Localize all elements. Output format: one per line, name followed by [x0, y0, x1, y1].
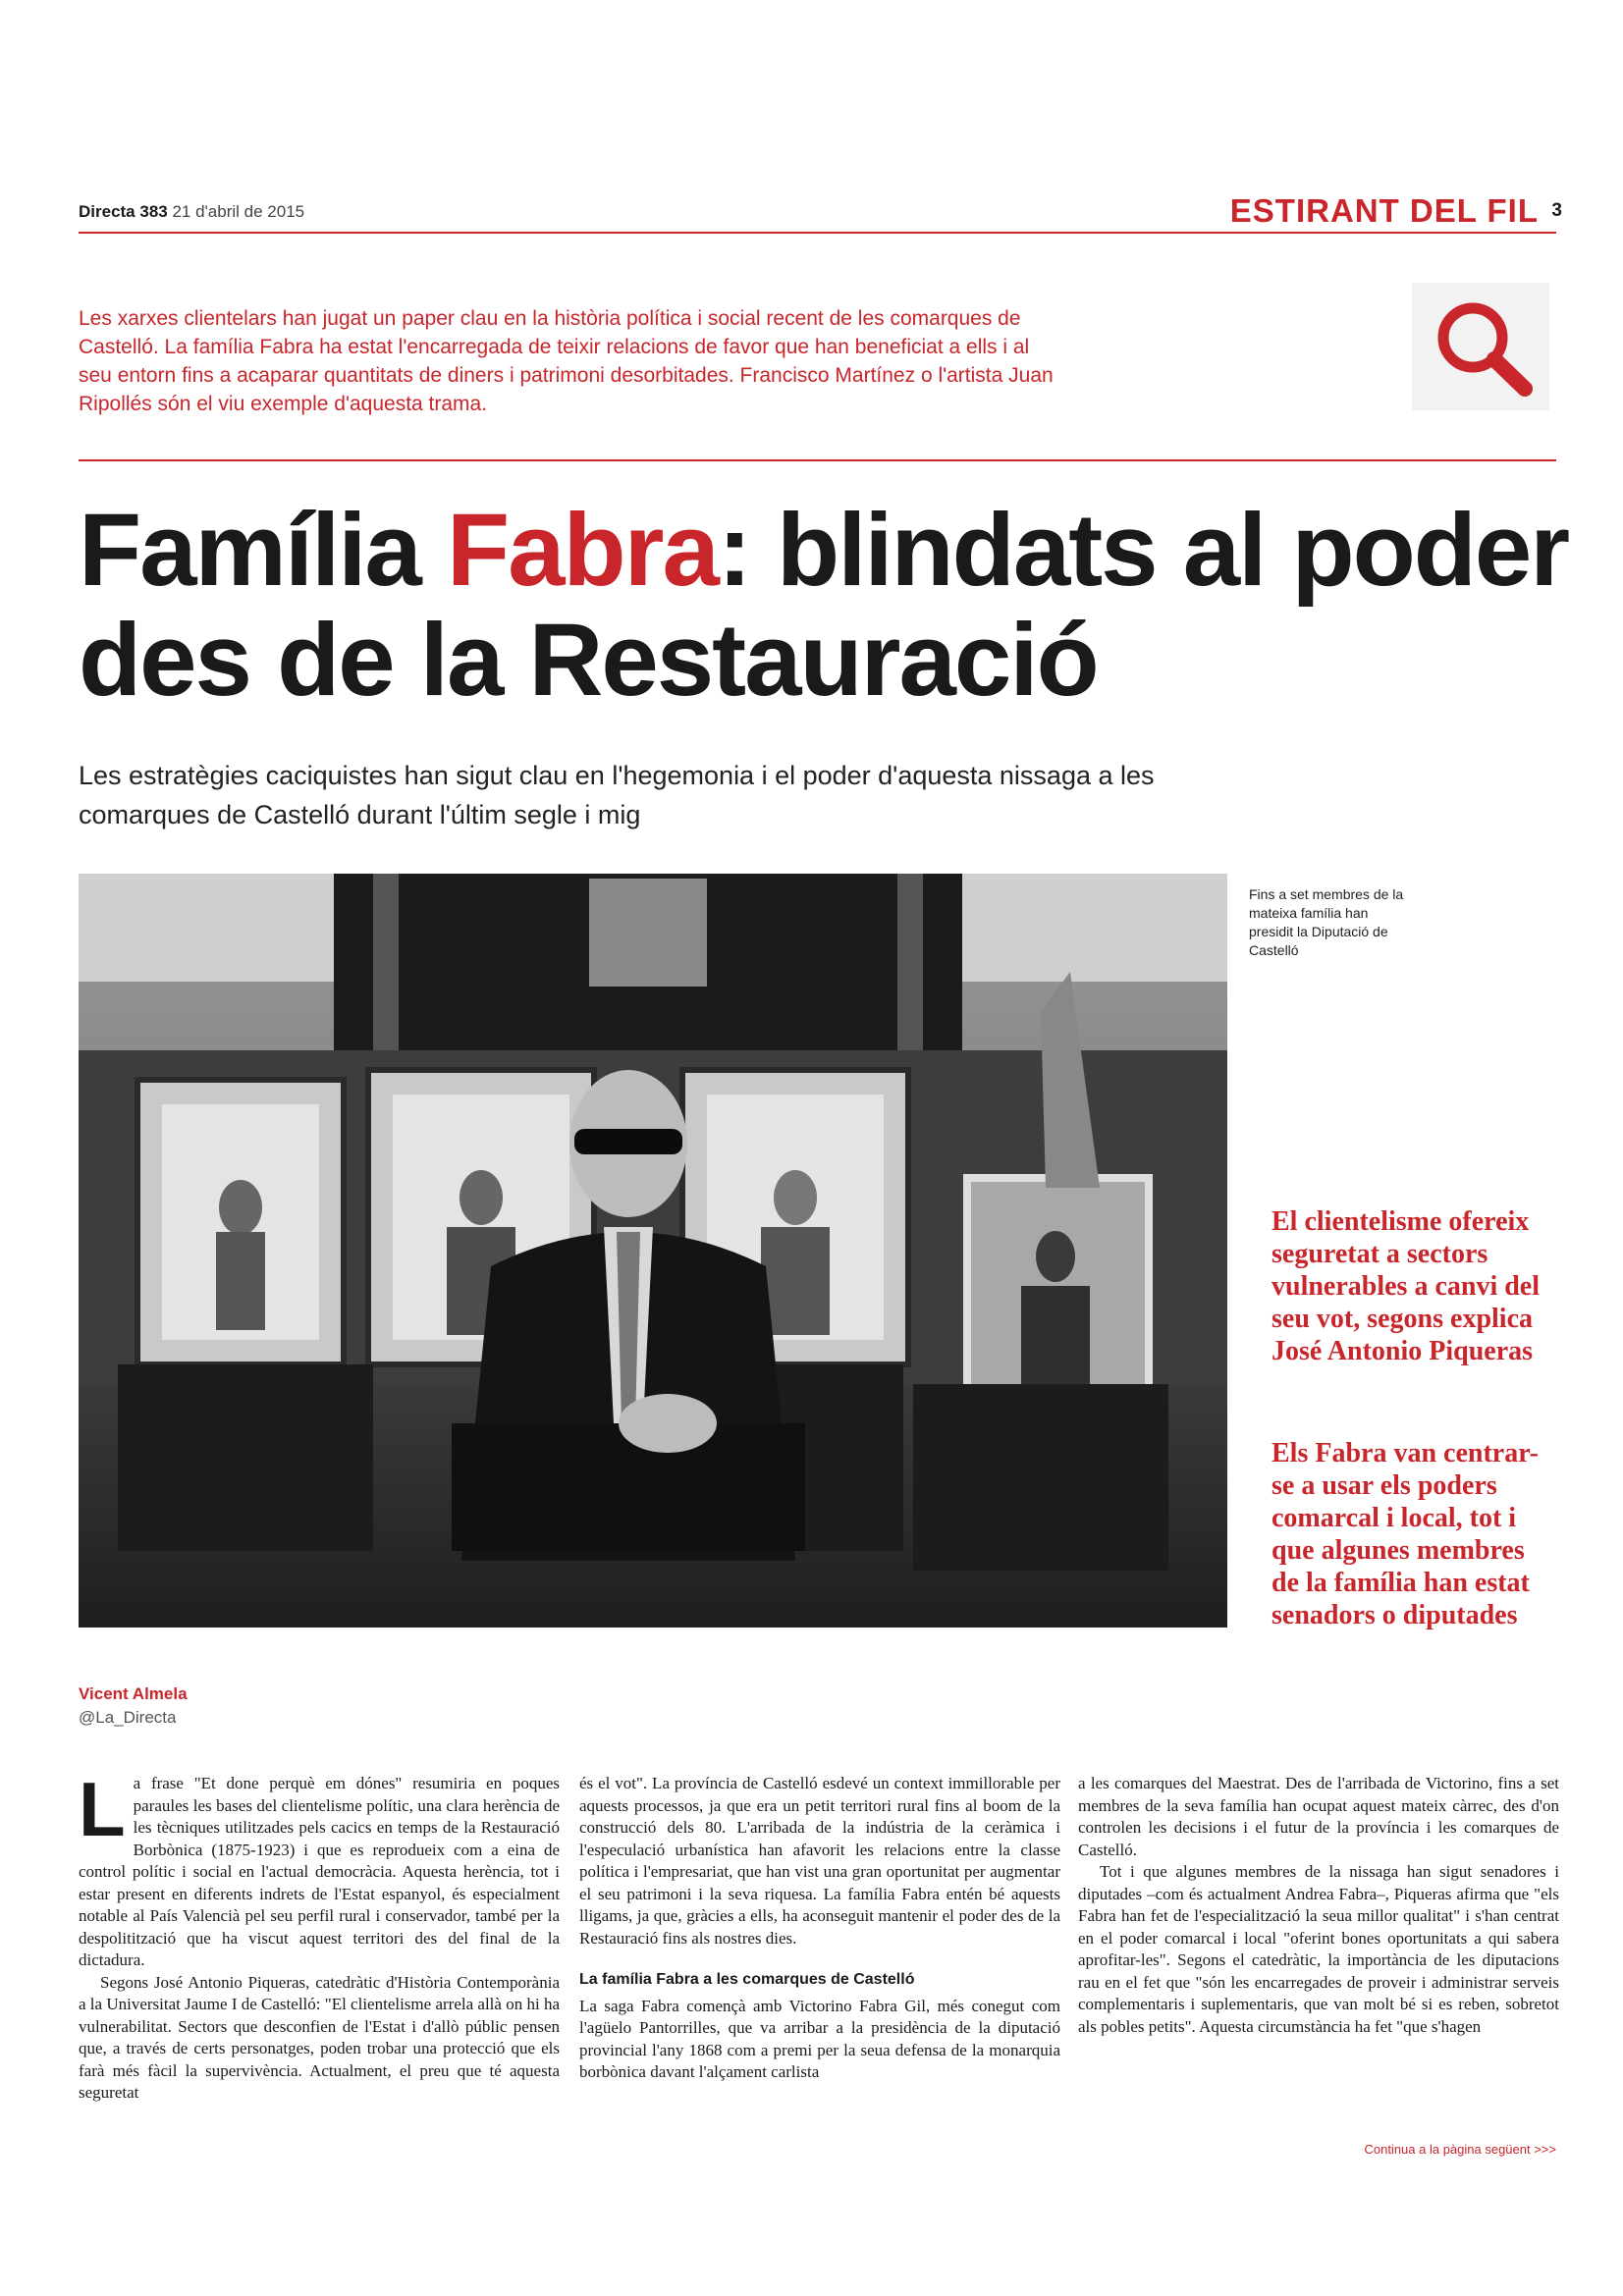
publication-info — [79, 202, 304, 222]
col2-paragraph-1: és el vot". La província de Castelló esdevé un context immillorable per aquests processos, ja que era un petit territori rural fins al boom de la construcció dels 80. L'arribada de la indústria de la ceràmica i l'especulació urbanística han afavorit les relacions entre la classe política i l'empresariat, que han vist una gran oportunitat per augmentar el seu patrimoni i la seva riquesa. La família Fabra entén bé aquests lligams, ja que, gràcies a ells, ha aconseguit mantenir el poder des de la Restauració fins als nostres dies. — [579, 1774, 1060, 1948]
headline-part2: : blindats al poder des de la Restauració — [79, 493, 1569, 718]
col1-paragraph-1: a frase "Et done perquè em dónes" resumiria en poques paraules les bases del clientelisme polític, una clara herència de les tècniques utilitzades pels cacics en temps de la Restauració Borbònica (1875-1923) i que es reprodueix com a eina de control polític i social en l'actual democràcia. Aquesta herència, tot i estar present en diferents indrets de l'Estat espanyol, és especialment notable al País Valencià pel seu perfil rural i conservador, també per la despolitització que ha viscut aquest territori des del final de la dictadura. — [79, 1774, 560, 1969]
col2-paragraph-2: La saga Fabra començà amb Victorino Fabra Gil, més conegut com l'agüelo Pantorrilles, que va arribar a la presidència de la diputació provincial l'any 1868 com a premi per la seua defensa de la monarquia borbònica davant l'alçament carlista — [579, 1996, 1060, 2081]
intro-text: Les xarxes clientelars han jugat un paper clau en la història política i social recent de les comarques de Castelló. La família Fabra ha estat l'encarregada de teixir relacions de favor que han beneficiat a ells i al seu entorn fins a acaparar quantitats de diners i patrimoni desorbitades. Francisco Martínez o l'artista Juan Ripollés són el viu exemple d'aquesta trama. — [79, 307, 1054, 415]
search-icon — [1412, 283, 1549, 410]
section-heading: La família Fabra a les comarques de Castelló — [579, 1971, 915, 1988]
body-column-1 — [79, 1766, 560, 2105]
pull-quote-1: El clientelisme ofereix seguretat a sectors vulnerables a canvi del seu vot, segons explica José Antonio Piqueras — [1271, 1206, 1541, 1366]
header-divider — [79, 232, 1556, 234]
author-handle: @La_Directa — [79, 1708, 177, 1727]
body-column-3 — [1078, 1773, 1559, 2038]
photo-caption: Fins a set membres de la mateixa família han presidit la Diputació de Castelló — [1249, 886, 1404, 958]
headline-highlight: Fabra — [446, 493, 718, 608]
author-name: Vicent Almela — [79, 1684, 188, 1703]
subheadline: Les estratègies caciquistes han sigut clau en l'hegemonia i el poder d'aquesta nissaga a les comarques de Castelló durant l'últim segle i mig — [79, 761, 1155, 829]
continue-link[interactable]: Continua a la pàgina següent >>> — [1364, 2142, 1556, 2157]
publication-date: 21 d'abril de 2015 — [172, 202, 305, 221]
body-column-2 — [579, 1773, 1060, 2084]
page-number: 3 — [1551, 200, 1562, 221]
col3-paragraph-2: Tot i que algunes membres de la nissaga han sigut senadores i diputades –com és actualment Andrea Fabra–, Piqueras afirma que "els Fabra han fet de l'especialització la seua millor qualitat" i s'han centrat en el poder comarcal i local "oferint bones oportunitats a qui sabera aprofitar-les". Segons el catedràtic, la importància de les diputacions rau en el fet que "són les encarregades de proveir i administrar serveis complementaris i suplementaris, que van molt bé si es reben, sobretot als pobles petits". Aquesta circumstància ha fet "que s'hagen — [1078, 1862, 1559, 2036]
pull-quote-2: Els Fabra van centrar-se a usar els poders comarcal i local, tot i que algunes membres de la família han estat senadors o diputades — [1271, 1438, 1539, 1630]
headline — [79, 493, 1571, 718]
col1-paragraph-2: Segons José Antonio Piqueras, catedràtic d'Història Contemporània a la Universitat Jaume I de Castelló: "El clientelisme arrela allà on hi ha vulnerabilitat. Sectors que desconfien de l'Estat i d'allò públic pensen que, a través de certs personatges, poden trobar una protecció que els farà més fàcil la supervivència. Actualment, el preu que té aquesta seguretat — [79, 1972, 560, 2102]
headline-part1: Família — [79, 493, 447, 608]
dropcap: L — [79, 1766, 126, 1852]
section-title: ESTIRANT DEL FIL — [1229, 192, 1539, 229]
publication-name: Directa 383 — [79, 202, 168, 221]
article-photo — [79, 874, 1227, 1628]
intro-divider — [79, 459, 1556, 461]
col3-paragraph-1: a les comarques del Maestrat. Des de l'arribada de Victorino, fins a set membres de la seva família han ocupat aquest mateix càrrec, des d'on controlen les decisions i el futur de la província i les comarques de Castelló. — [1078, 1774, 1559, 1859]
